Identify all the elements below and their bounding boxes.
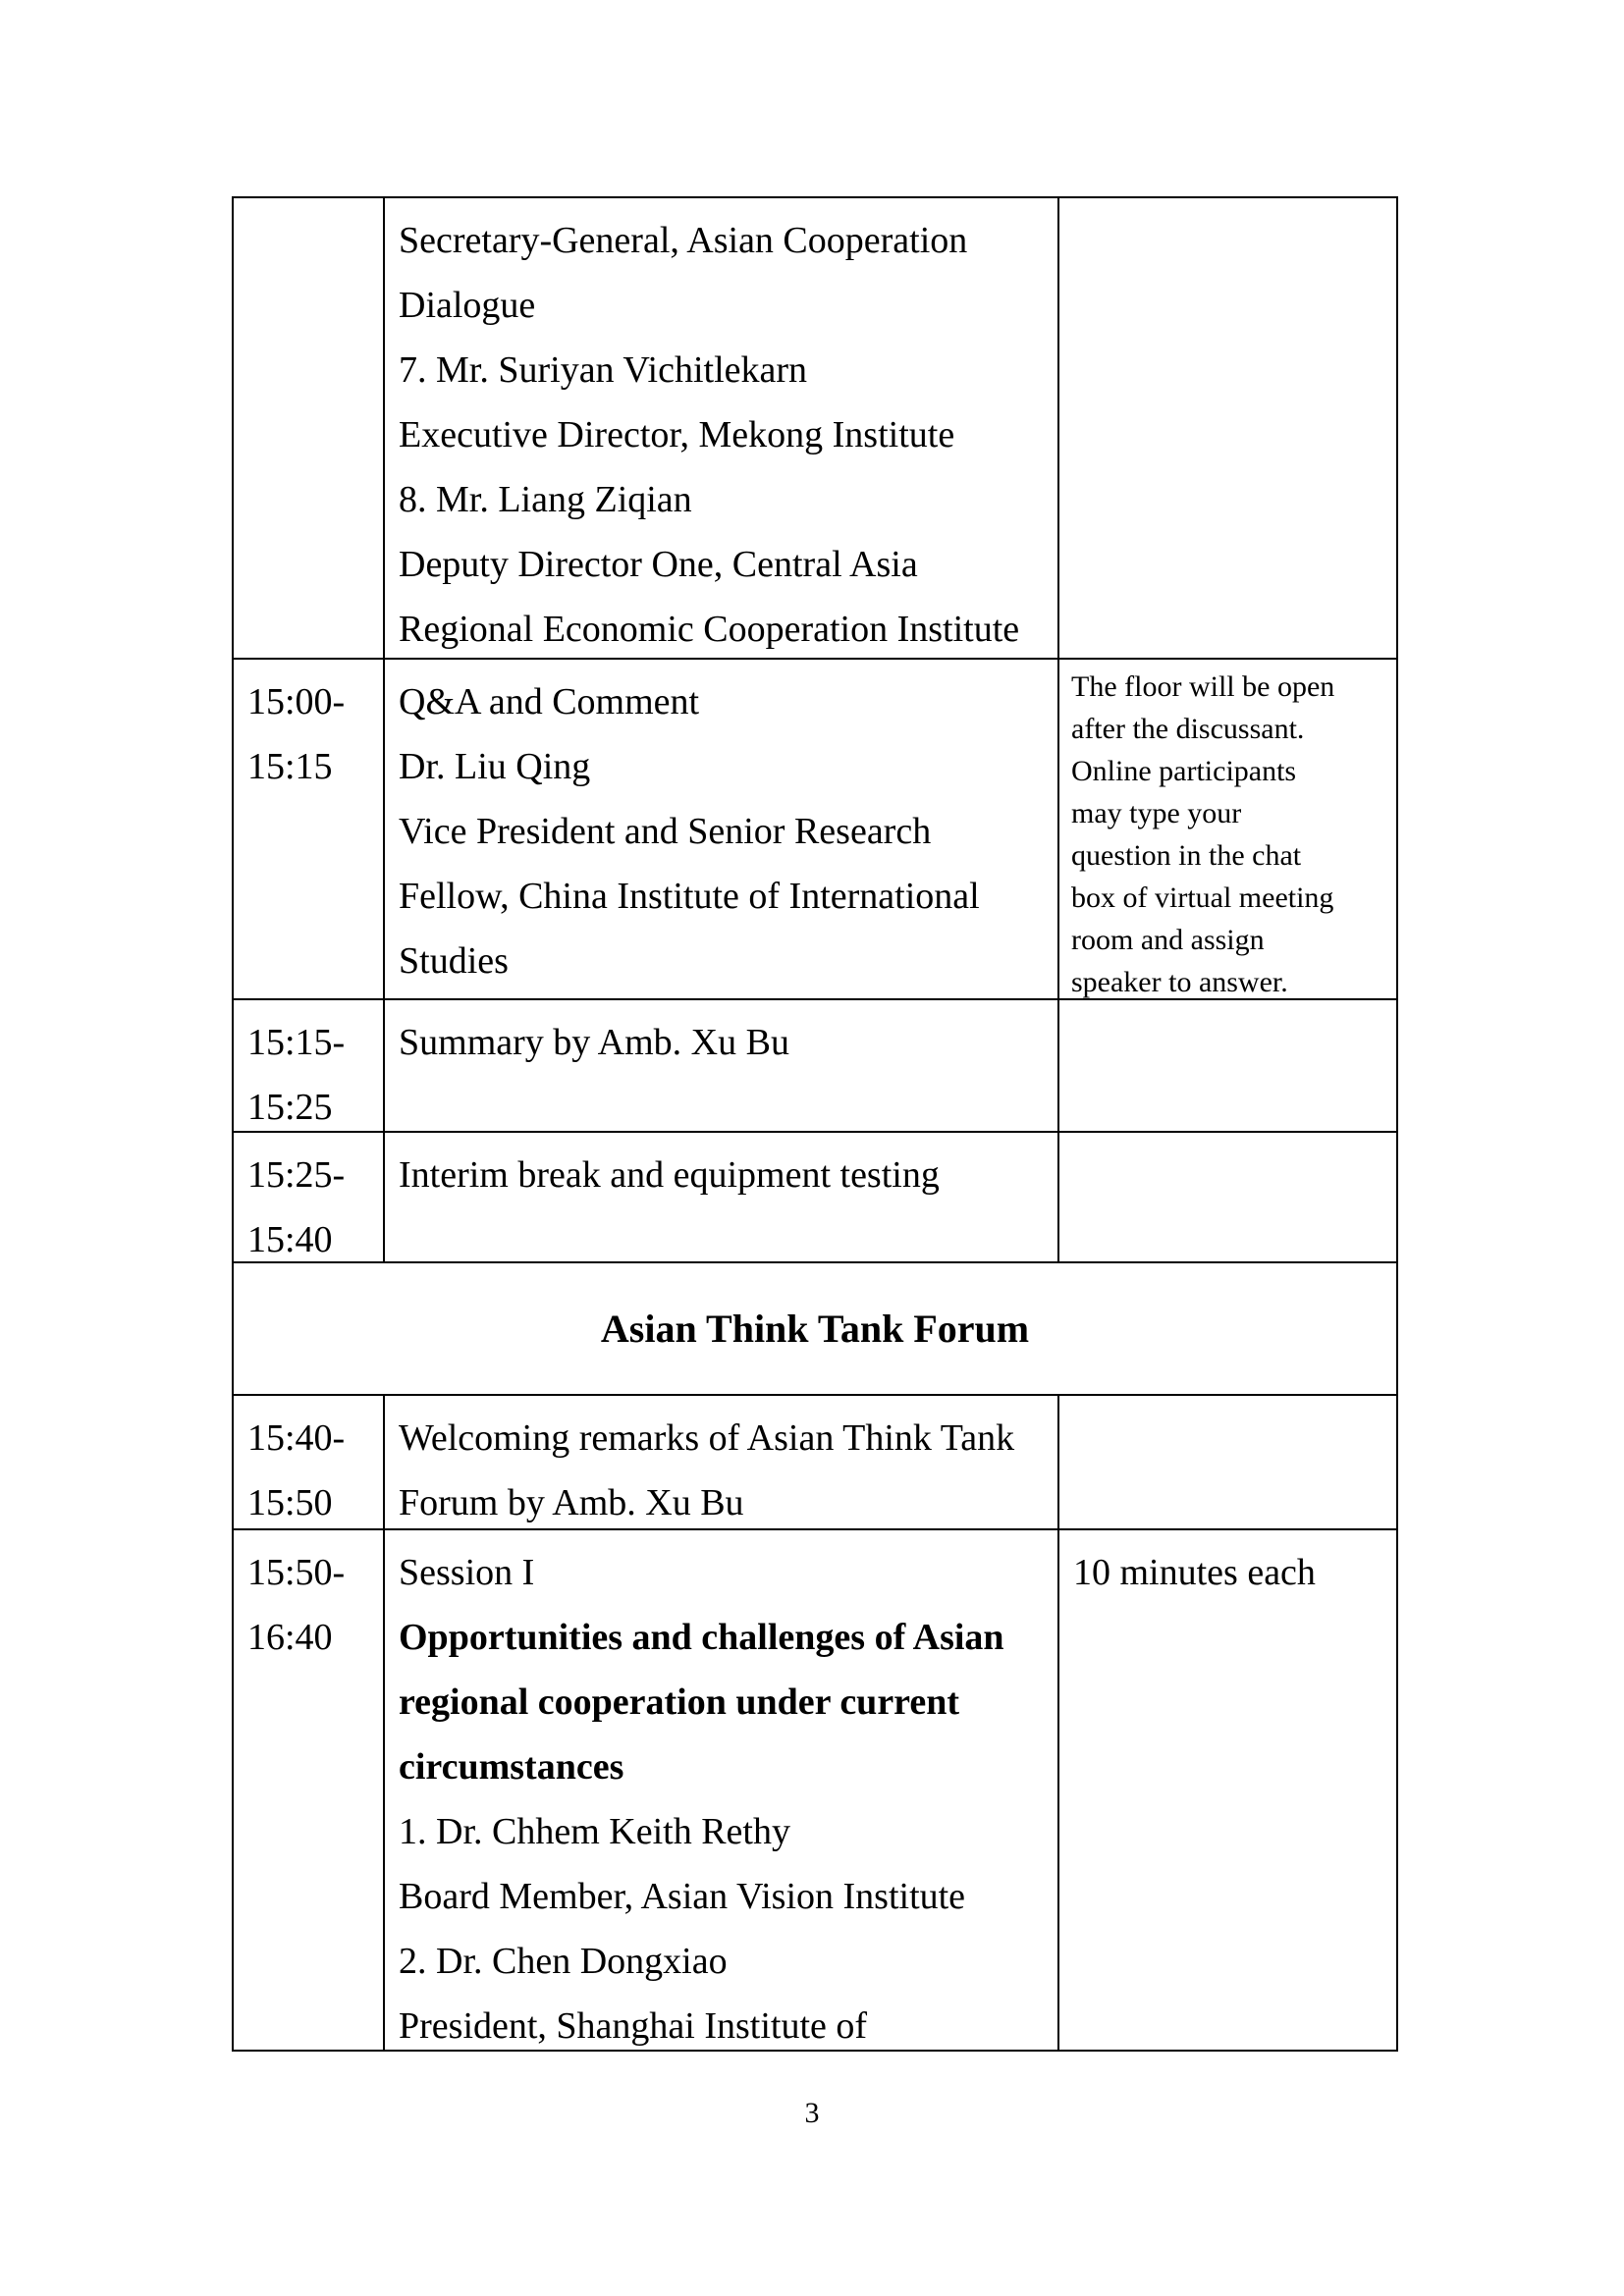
content-cell — [383, 198, 1057, 658]
note-cell — [1057, 660, 1396, 998]
time-cell — [234, 660, 383, 998]
time-end: 15:15 — [247, 746, 333, 787]
time-end: 15:50 — [247, 1482, 333, 1523]
time-cell-empty — [234, 198, 383, 658]
time-cell — [234, 1396, 383, 1528]
note-line: question in the chat — [1071, 839, 1302, 872]
note-line: Online participants — [1071, 755, 1297, 787]
content-cell — [383, 1000, 1057, 1131]
time-start: 15:25- — [247, 1154, 346, 1196]
time-cell — [234, 1133, 383, 1261]
note-line: speaker to answer. — [1071, 966, 1288, 998]
table-row-continuation — [234, 198, 1396, 658]
agenda-line: Vice President and Senior Research — [399, 811, 932, 852]
content-cell — [383, 660, 1057, 998]
session-label: Session I — [399, 1552, 535, 1593]
time-cell — [234, 1000, 383, 1131]
agenda-line: Deputy Director One, Central Asia — [399, 544, 918, 585]
agenda-line: President, Shanghai Institute of — [399, 2005, 868, 2047]
agenda-line: Executive Director, Mekong Institute — [399, 414, 955, 455]
note-cell-empty — [1057, 1000, 1396, 1131]
agenda-line: Fellow, China Institute of International — [399, 876, 980, 917]
note-line: The floor will be open — [1071, 670, 1335, 703]
section-title: Asian Think Tank Forum — [600, 1307, 1030, 1351]
agenda-line: 7. Mr. Suriyan Vichitlekarn — [399, 349, 808, 391]
note-cell-empty — [1057, 1396, 1396, 1528]
note-cell — [1057, 1530, 1396, 2050]
note-cell-empty — [1057, 1133, 1396, 1261]
time-start: 15:15- — [247, 1022, 346, 1063]
note-line: room and assign — [1071, 924, 1265, 956]
agenda-line: 8. Mr. Liang Ziqian — [399, 479, 692, 520]
agenda-line: Secretary-General, Asian Cooperation — [399, 220, 968, 261]
agenda-line: Dialogue — [399, 285, 536, 326]
time-end: 15:25 — [247, 1087, 333, 1128]
time-start: 15:40- — [247, 1417, 346, 1459]
table-row-qa — [234, 658, 1396, 998]
note-line: may type your — [1071, 797, 1242, 829]
agenda-line: Summary by Amb. Xu Bu — [399, 1022, 789, 1063]
session-topic-line: Opportunities and challenges of Asian — [399, 1617, 1004, 1658]
time-end: 15:40 — [247, 1219, 333, 1260]
table-row-section-header — [234, 1261, 1396, 1394]
time-cell — [234, 1530, 383, 2050]
note-line: 10 minutes each — [1073, 1552, 1316, 1593]
note-cell-empty — [1057, 198, 1396, 658]
agenda-line: Studies — [399, 940, 509, 982]
agenda-table — [232, 196, 1398, 2052]
session-topic-line: circumstances — [399, 1746, 624, 1788]
agenda-line: 2. Dr. Chen Dongxiao — [399, 1941, 728, 1982]
agenda-line: 1. Dr. Chhem Keith Rethy — [399, 1811, 790, 1852]
content-cell — [383, 1133, 1057, 1261]
agenda-line: Regional Economic Cooperation Institute — [399, 609, 1020, 650]
time-start: 15:00- — [247, 681, 346, 722]
agenda-line: Board Member, Asian Vision Institute — [399, 1876, 966, 1917]
table-row-session1 — [234, 1528, 1396, 2050]
table-row-break — [234, 1131, 1396, 1261]
content-cell — [383, 1396, 1057, 1528]
agenda-line: Forum by Amb. Xu Bu — [399, 1482, 744, 1523]
note-line: after the discussant. — [1071, 713, 1305, 745]
agenda-line: Interim break and equipment testing — [399, 1154, 940, 1196]
content-cell — [383, 1530, 1057, 2050]
session-topic-line: regional cooperation under current — [399, 1682, 960, 1723]
page-number: 3 — [804, 2097, 820, 2129]
note-line: box of virtual meeting — [1071, 881, 1334, 914]
agenda-line: Q&A and Comment — [399, 681, 700, 722]
agenda-line: Welcoming remarks of Asian Think Tank — [399, 1417, 1015, 1459]
agenda-line: Dr. Liu Qing — [399, 746, 591, 787]
time-end: 16:40 — [247, 1617, 333, 1658]
table-row-welcome — [234, 1394, 1396, 1528]
time-start: 15:50- — [247, 1552, 346, 1593]
table-row-summary — [234, 998, 1396, 1131]
